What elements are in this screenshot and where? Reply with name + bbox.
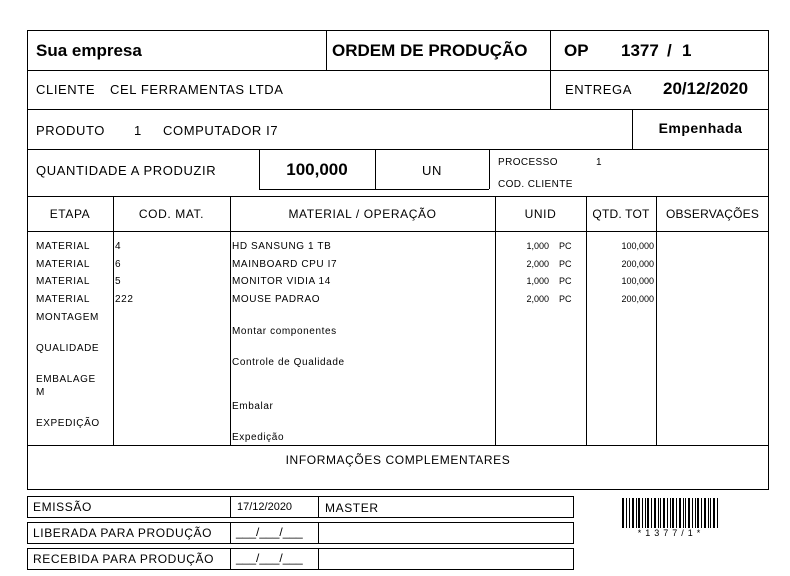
row-etapa: MATERIAL — [36, 259, 91, 270]
row-qty: 1,000 — [526, 241, 549, 251]
operation-etapa: M — [36, 387, 45, 398]
op-sequence: 1 — [682, 41, 692, 60]
row-cod: 5 — [115, 276, 122, 287]
client-name: CEL FERRAMENTAS LTDA — [110, 82, 284, 97]
divider — [230, 522, 231, 544]
product-code: 1 — [134, 123, 142, 138]
column-divider — [495, 196, 496, 445]
row-cod: 6 — [115, 259, 122, 270]
divider — [230, 548, 231, 570]
row-qty: 1,000 — [526, 276, 549, 286]
product-name: COMPUTADOR I7 — [163, 123, 279, 138]
emission-user: MASTER — [325, 501, 379, 515]
row-cod: 4 — [115, 241, 122, 252]
row-total: 200,000 — [621, 294, 654, 304]
op-label: OP — [564, 41, 589, 60]
operation-desc: Embalar — [232, 401, 274, 412]
row-desc: MONITOR VIDIA 14 — [232, 276, 331, 287]
delivery-label: ENTREGA — [565, 82, 633, 97]
row-qty: 2,000 — [526, 259, 549, 269]
row-cod: 222 — [115, 294, 134, 305]
operation-etapa: EMBALAGE — [36, 374, 96, 385]
row-unit: PC — [559, 259, 572, 269]
quantity-unit: UN — [422, 163, 442, 178]
operation-etapa: QUALIDADE — [36, 343, 100, 354]
process-value: 1 — [596, 157, 602, 168]
column-header-unid: UNID — [524, 207, 557, 221]
operation-desc: Expedição — [232, 432, 285, 443]
row-desc: MOUSE PADRAO — [232, 294, 321, 305]
received-date-field: ___/___/___ — [236, 551, 303, 565]
column-divider — [230, 196, 231, 445]
column-header-qtd-tot: QTD. TOT — [592, 207, 650, 221]
received-label: RECEBIDA PARA PRODUÇÃO — [33, 552, 215, 566]
column-header-observacoes: OBSERVAÇÕES — [665, 207, 760, 221]
column-header-cod-mat: COD. MAT. — [138, 207, 205, 221]
divider — [318, 548, 319, 570]
status-badge: Empenhada — [658, 120, 743, 136]
divider — [326, 30, 327, 70]
row-divider — [27, 196, 769, 197]
row-qty: 2,000 — [526, 294, 549, 304]
client-code-label: COD. CLIENTE — [498, 179, 573, 190]
row-total: 100,000 — [621, 241, 654, 251]
op-separator: / — [667, 41, 672, 60]
row-divider — [27, 445, 769, 446]
row-divider — [27, 149, 769, 150]
column-divider — [656, 196, 657, 445]
quantity-label: QUANTIDADE A PRODUZIR — [36, 163, 217, 178]
emission-date: 17/12/2020 — [237, 501, 293, 513]
divider — [259, 189, 489, 190]
production-order-form — [27, 30, 769, 490]
divider — [489, 149, 490, 189]
row-total: 200,000 — [621, 259, 654, 269]
row-unit: PC — [559, 276, 572, 286]
operation-desc: Controle de Qualidade — [232, 357, 345, 368]
released-label: LIBERADA PARA PRODUÇÃO — [33, 526, 213, 540]
process-label: PROCESSO — [498, 157, 558, 168]
product-label: PRODUTO — [36, 123, 105, 138]
row-etapa: MATERIAL — [36, 241, 91, 252]
divider — [318, 522, 319, 544]
row-unit: PC — [559, 241, 572, 251]
row-desc: HD SANSUNG 1 TB — [232, 241, 332, 252]
row-divider — [27, 70, 769, 71]
column-header-etapa: ETAPA — [49, 207, 91, 221]
delivery-date: 20/12/2020 — [663, 79, 749, 98]
barcode-text: *1377/1* — [637, 528, 705, 538]
op-number: 1377 — [621, 41, 659, 60]
operation-etapa: MONTAGEM — [36, 312, 99, 323]
row-desc: MAINBOARD CPU I7 — [232, 259, 338, 270]
row-etapa: MATERIAL — [36, 294, 91, 305]
client-label: CLIENTE — [36, 82, 96, 97]
operation-desc: Montar componentes — [232, 326, 337, 337]
document-title: ORDEM DE PRODUÇÃO — [332, 41, 528, 60]
quantity-value: 100,000 — [286, 160, 348, 179]
column-header-material: MATERIAL / OPERAÇÃO — [288, 207, 437, 221]
row-divider — [27, 231, 769, 232]
complementary-info-label: INFORMAÇÕES COMPLEMENTARES — [285, 453, 511, 467]
barcode-image — [622, 498, 720, 528]
company-name: Sua empresa — [36, 41, 142, 60]
column-divider — [113, 196, 114, 445]
row-unit: PC — [559, 294, 572, 304]
emission-label: EMISSÃO — [33, 500, 92, 514]
operation-etapa: EXPEDIÇÃO — [36, 418, 100, 429]
emission-row — [27, 496, 574, 518]
row-etapa: MATERIAL — [36, 276, 91, 287]
divider — [550, 30, 551, 109]
divider — [318, 496, 319, 518]
column-divider — [586, 196, 587, 445]
released-date-field: ___/___/___ — [236, 525, 303, 539]
row-divider — [27, 109, 769, 110]
divider — [230, 496, 231, 518]
row-total: 100,000 — [621, 276, 654, 286]
